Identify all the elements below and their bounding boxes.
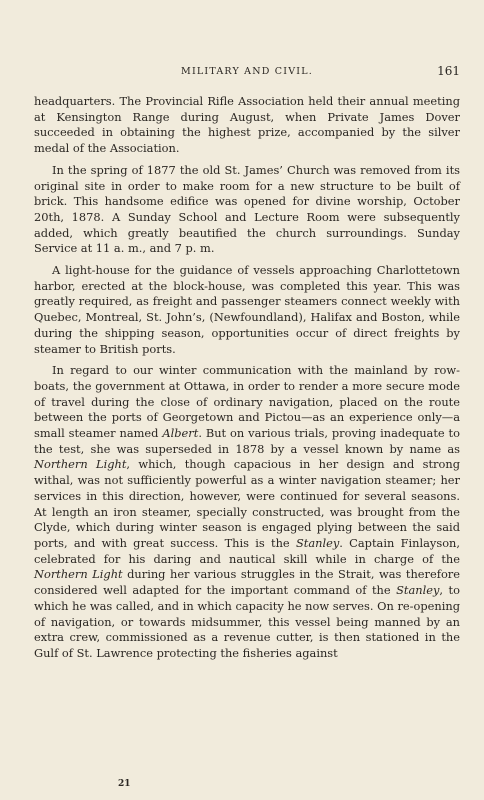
text-segment: , which, though capacious in her design and strong withal, was not sufficiently powerful as a winter navigation steamer; her services in this direction, however, were continued for several seasons. At length an iron steamer, specially constructed, was brought from the Clyde, which during winter season is engaged plying between the said ports, and with great success. This is the: [34, 457, 460, 550]
paragraph: [34, 94, 460, 157]
paragraph: [34, 163, 460, 257]
italic-text-segment: Stanley: [396, 583, 440, 598]
text-segment: during her various struggles in the Strait, was therefore considered well adapted for the important command of the: [34, 567, 460, 598]
text-segment: In the spring of 1877 the old St. James’ Church was removed from its original site in order to make room for a new structure to be built of brick. This handsome edifice was opened for divine worship, October 20th, 1878. A Sunday School and Lecture Room were subsequently added, which greatly beautified the church surroundings. Sunday Service at 11 a. m., and 7 p. m.: [34, 162, 460, 256]
italic-text-segment: Albert: [162, 426, 199, 441]
text-segment: In regard to our winter communication with the mainland by row-boats, the government at Ottawa, in order to render a more secure mode of travel during the close of ordinary navigation, placed on the route between the ports of Georgetown and Pictou—as an experience only—a small steamer named: [34, 363, 460, 441]
text-segment: . Captain Finlayson, celebrated for his daring and nautical skill while in charge of the: [34, 535, 461, 566]
paragraph: [34, 363, 460, 661]
text-segment: . But on various trials, proving inadequate to the test, she was superseded in 1878 by a vessel known by name as: [34, 426, 460, 456]
body-text: [34, 94, 460, 662]
italic-text-segment: Stanley: [295, 535, 340, 550]
text-segment: headquarters. The Provincial Rifle Association held their annual meeting at Kensington Range during August, when Private James Dover succeeded in obtaining the highest prize, accompanied by the silver medal of the Association.: [34, 94, 460, 156]
running-title: MILITARY AND CIVIL.: [181, 66, 313, 77]
text-segment: A light-house for the guidance of vessels approaching Charlottetown harbor, erected at the block-house, was completed this year. This was greatly required, as freight and passenger steamers connect weekly with Quebec, Montreal, St. John’s, (Newfoundland), Halifax and Boston, while during the shipping season, opportunities occur of direct freights by steamer to British ports.: [34, 263, 460, 356]
italic-text-segment: Northern Light: [34, 457, 127, 472]
signature-mark: 21: [118, 779, 131, 789]
page-number: 161: [437, 64, 460, 78]
text-segment: , to which he was called, and in which capacity he now serves. On re-opening of navigation, or towards midsummer, this vessel being manned by an extra crew, commissioned as a revenue cutter, is then stationed in the Gulf of St. Lawrence protecting the fisheries against: [34, 583, 460, 660]
paragraph: [34, 263, 460, 357]
italic-text-segment: Northern Light: [34, 567, 123, 582]
running-head: [34, 66, 460, 80]
